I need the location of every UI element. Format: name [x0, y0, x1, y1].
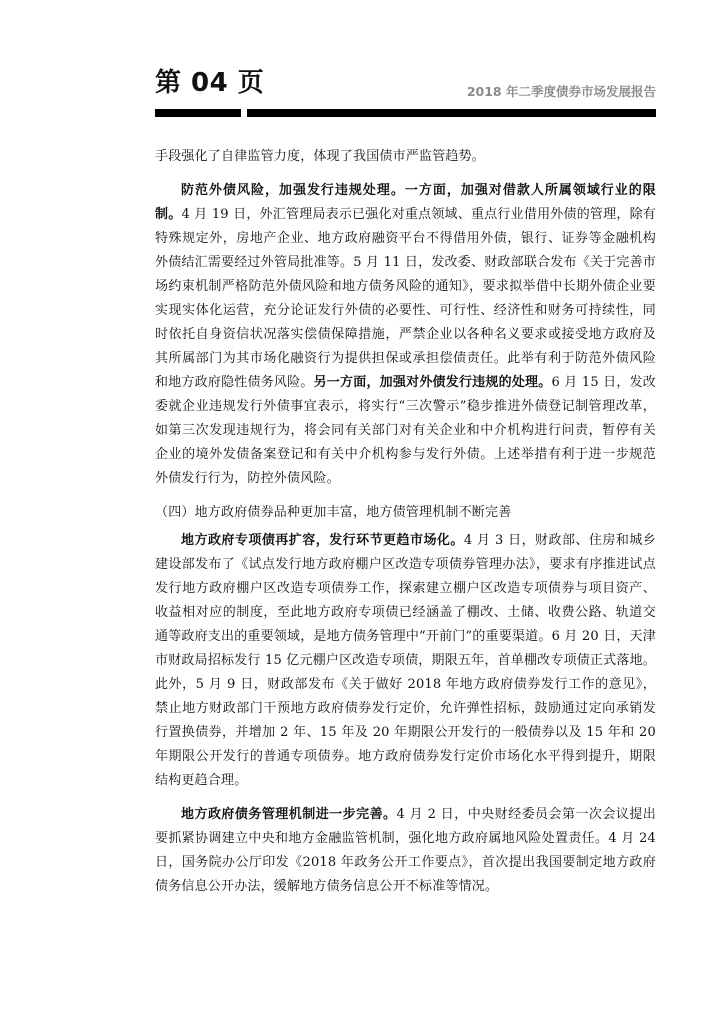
- section-heading: （四）地方政府债券品种更加丰富，地方债管理机制不断完善: [155, 505, 512, 520]
- page-number: 第 04 页: [155, 68, 265, 98]
- paragraph-text: 4 月 3 日，财政部、住房和城乡建设部发布了《试点发行地方政府棚户区改造专项债券管理办法》，要求有序推进试点发行地方政府棚户区改造专项债券工作，探索建立棚户区改造专项债券与项目资产、收益相对应的制度，至此地方政府专项债已经涵盖了棚改、土储、收费公路、轨道交通等政府支出的重要领域，是地方债务管理中“开前门”的重要渠道。6 月 20 日，天津市财政局招标发行 15 亿元棚户区改造专项债，期限五年，首单棚改专项债正式落地。此外，5 月 9 日，财政部发布《关于做好 2018 年地方政府债券发行工作的意见》，禁止地方财政部门干预地方政府债券发行定价，允许弹性招标，鼓励通过定向承销发行置换债券，并增加 2 年、15 年及 20 年期限公开发行的一般债券以及 15 年和 20 年期限公开发行的普通专项债券。地方政府债券发行定价市场化水平得到提升，期限结构更趋合理。: [155, 533, 656, 788]
- header-rule-right: [247, 109, 656, 117]
- report-title: 2018 年二季度债券市场发展报告: [466, 84, 656, 99]
- paragraph-text: 4 月 2 日，中央财经委员会第一次会议提出要抓紧协调建立中央和地方金融监管机制，强化地方政府属地风险处置责任。4 月 24 日，国务院办公厅印发《2018 年政务公开工作要点》，首次提出我国要制定地方政府债务信息公开办法，缓解地方债务信息公开不标准等情况。: [155, 807, 657, 894]
- header-rule-left: [155, 109, 241, 117]
- paragraph-external-debt: [155, 179, 656, 491]
- bold-lead: 另一方面，加强对外债发行违规的处理。: [313, 375, 552, 390]
- bold-lead: 地方政府专项债再扩容，发行环节更趋市场化。: [181, 533, 464, 548]
- page-header: [0, 0, 724, 125]
- paragraph-debt-management: [155, 803, 656, 899]
- bold-lead: 地方政府债务管理机制进一步完善。: [181, 807, 397, 822]
- paragraph-text: 4 月 19 日，外汇管理局表示已强化对重点领域、重点行业借用外债的管理，除有特殊规定外，房地产企业、地方政府融资平台不得借用外债，银行、证券等金融机构外债结汇需要经过外管局批准等。5 月 11 日，发改委、财政部联合发布《关于完善市场约束机制严格防范外债风险和地方债务风险的通知》，要求拟举借中长期外债企业要实现实体化运营，充分论证发行外债的必要性、可行性、经济性和财务可持续性，同时依托自身资信状况落实偿债保障措施，严禁企业以各种名义要求或接受地方政府及其所属部门为其市场化融资行为提供担保或承担偿债责任。此举有利于防范外债风险和地方政府隐性债务风险。: [155, 207, 656, 390]
- document-body: [155, 145, 656, 899]
- paragraph-special-bonds: [155, 529, 656, 793]
- bold-lead: 防范外债风险，加强发行违规处理。一方面，加强对借款人所属领域行业的限制。: [155, 183, 656, 222]
- paragraph-text: 6 月 15 日，发改委就企业违规发行外债事宜表示，将实行“三次警示”稳步推进外债登记制管理改革，如第三次发现违规行为，将会同有关部门对有关企业和中介机构进行问责，暂停有关企业的境外发债备案登记和有关中介机构参与发行外债。上述举措有利于进一步规范外债发行行为，防控外债风险。: [155, 375, 656, 486]
- paragraph-continuation: 手段强化了自律监管力度，体现了我国债市严监管趋势。: [155, 149, 486, 164]
